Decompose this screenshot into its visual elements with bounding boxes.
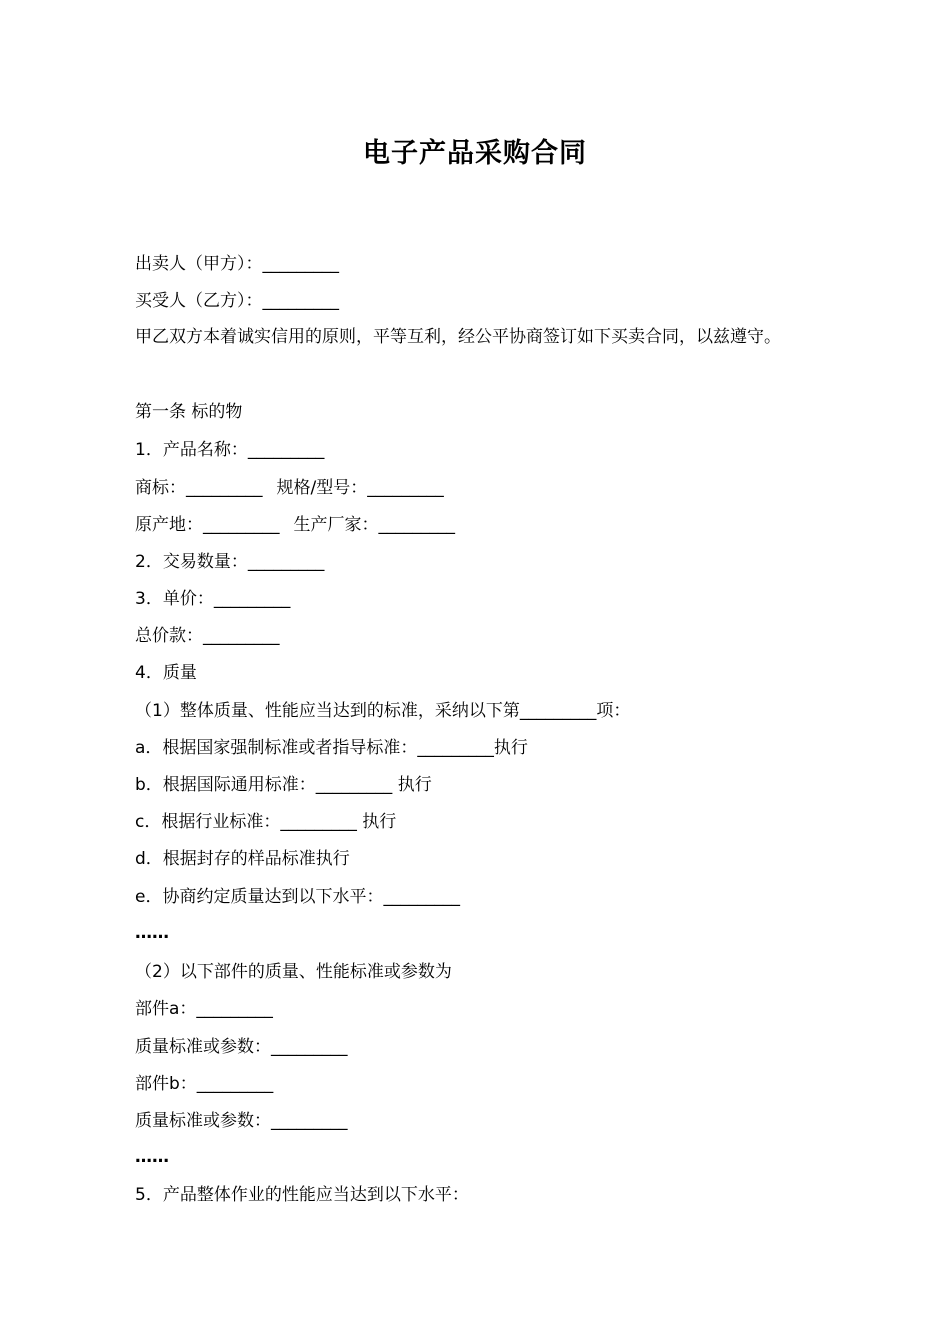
quality-heading: 4．质量 <box>135 663 197 683</box>
article-1-heading: 第一条 标的物 <box>135 402 243 422</box>
total-price-line: 总价款：_________ <box>135 626 280 646</box>
ellipsis-2: …… <box>135 1147 169 1167</box>
origin-field: 原产地：_________ <box>135 515 280 535</box>
parts-quality-clause: （2）以下部件的质量、性能标准或参数为 <box>135 962 452 982</box>
part-a-line: 部件a：_________ <box>135 999 273 1019</box>
trademark-model-row <box>135 476 444 500</box>
seller-line: 出卖人（甲方）：_________ <box>135 254 339 274</box>
part-b-line: 部件b：_________ <box>135 1074 274 1094</box>
origin-manufacturer-row <box>135 513 455 537</box>
unit-price-line: 3．单价：_________ <box>135 589 291 609</box>
quality-option-e: e．协商约定质量达到以下水平：_________ <box>135 887 460 907</box>
quality-option-d: d．根据封存的样品标准执行 <box>135 849 350 869</box>
product-name-line: 1．产品名称：_________ <box>135 440 325 460</box>
document-title: 电子产品采购合同 <box>363 138 587 169</box>
model-field: 规格/型号：_________ <box>276 478 444 498</box>
quantity-line: 2．交易数量：_________ <box>135 552 325 572</box>
intro-paragraph: 甲乙双方本着诚实信用的原则，平等互利，经公平协商签订如下买卖合同，以兹遵守。 <box>135 327 781 347</box>
buyer-line: 买受人（乙方）：_________ <box>135 291 339 311</box>
manufacturer-field: 生产厂家：_________ <box>293 515 455 535</box>
part-b-standard-line: 质量标准或参数：_________ <box>135 1111 348 1131</box>
part-a-standard-line: 质量标准或参数：_________ <box>135 1037 348 1057</box>
performance-line: 5．产品整体作业的性能应当达到以下水平： <box>135 1185 469 1205</box>
quality-option-b: b．根据国际通用标准：_________ 执行 <box>135 775 432 795</box>
quality-option-c: c．根据行业标准：_________ 执行 <box>135 812 397 832</box>
ellipsis-1: …… <box>135 923 169 943</box>
quality-standard-clause: （1）整体质量、性能应当达到的标准，采纳以下第_________项： <box>135 701 631 721</box>
quality-option-a: a．根据国家强制标准或者指导标准：_________执行 <box>135 738 528 758</box>
trademark-field: 商标：_________ <box>135 478 263 498</box>
